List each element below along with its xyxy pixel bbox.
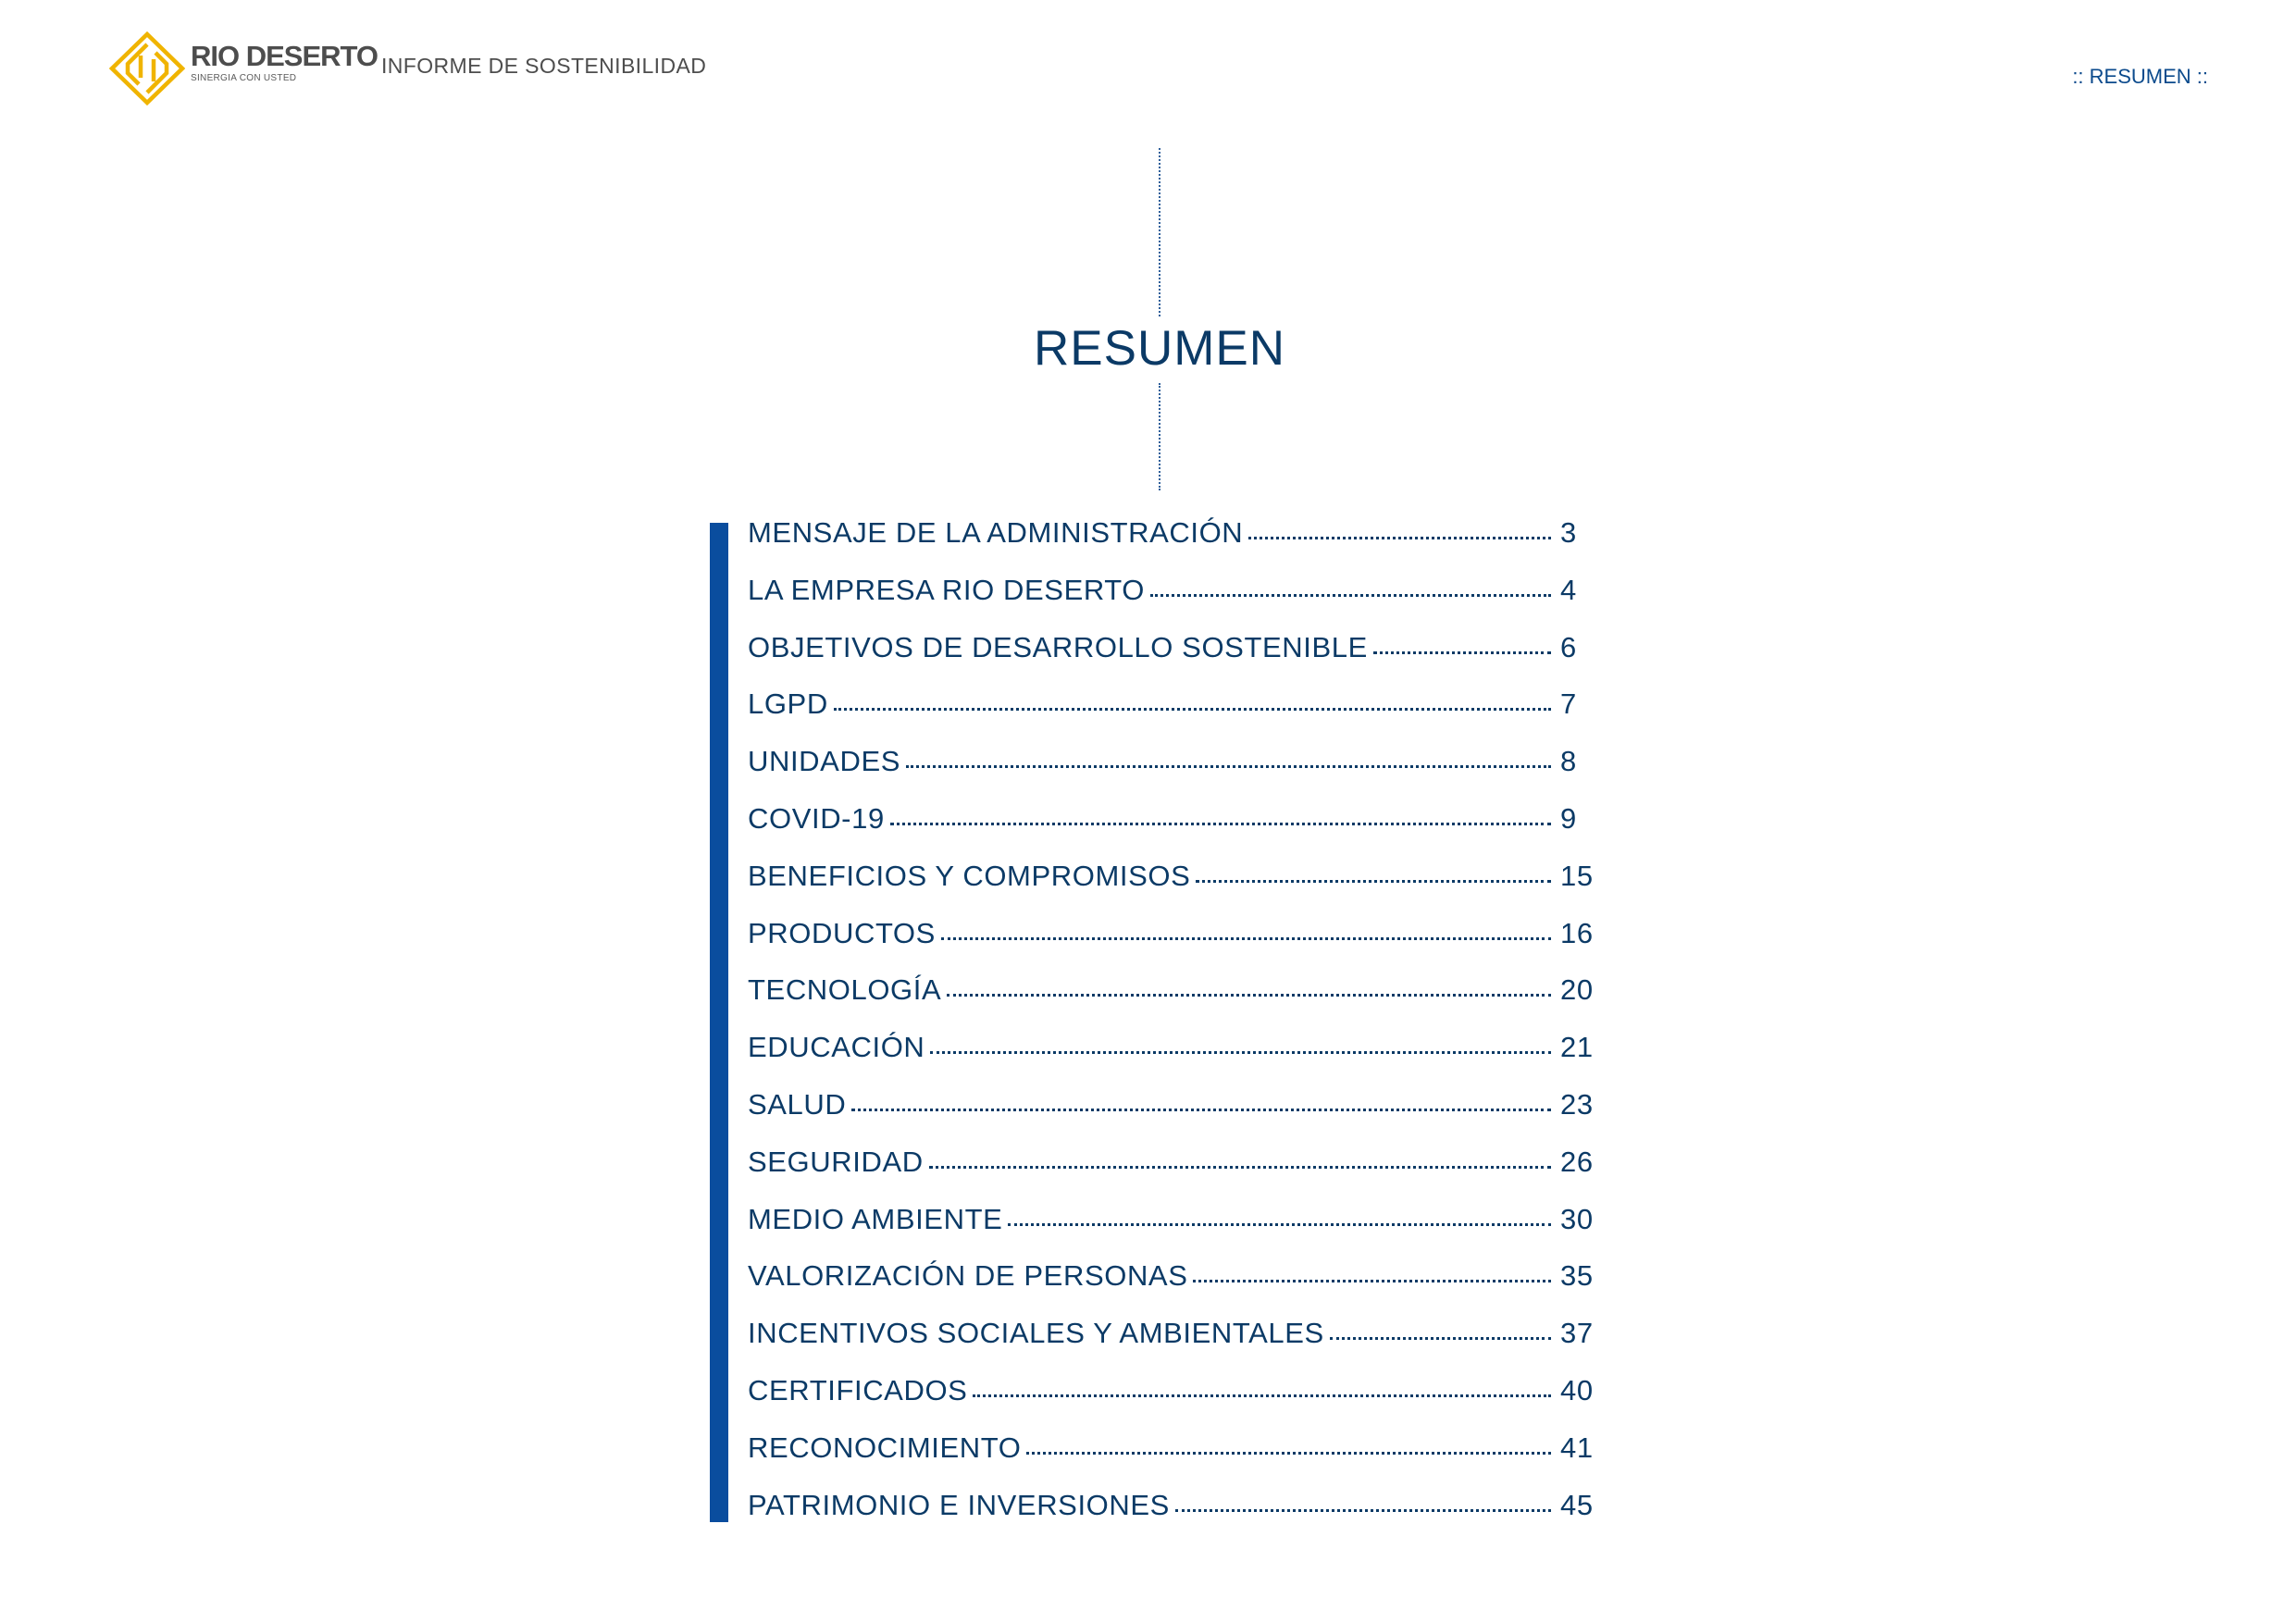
toc-item[interactable]: [748, 574, 1614, 631]
toc-dot-leader: [1150, 594, 1551, 597]
toc-item-page-number: 26: [1560, 1145, 1594, 1178]
toc-item-page-number: 37: [1560, 1317, 1594, 1350]
toc-dot-leader: [906, 765, 1551, 768]
toc-item-page-number: 4: [1560, 573, 1577, 606]
page-title: RESUMEN: [1033, 321, 1286, 376]
title-divider-top: [1159, 148, 1160, 316]
toc-item-title: EDUCACIÓN: [748, 1031, 925, 1064]
toc-item-page-number: 9: [1560, 801, 1577, 835]
toc-dot-leader: [973, 1394, 1551, 1397]
toc-dot-leader: [947, 994, 1551, 997]
toc-item-title: LA EMPRESA RIO DESERTO: [748, 573, 1145, 606]
toc-item-page-number: 23: [1560, 1087, 1594, 1121]
toc-item[interactable]: [748, 802, 1614, 860]
brand-name: RIO DESERTO: [191, 40, 379, 72]
toc-accent-bar: [710, 523, 728, 1522]
toc-item[interactable]: [748, 917, 1614, 974]
toc-item-page-number: 7: [1560, 688, 1577, 721]
toc-item[interactable]: [748, 973, 1614, 1031]
toc-item[interactable]: [748, 688, 1614, 745]
toc-item-title: PRODUCTOS: [748, 916, 936, 949]
toc-item[interactable]: [748, 860, 1614, 917]
toc-item[interactable]: [748, 631, 1614, 688]
toc-item-page-number: 40: [1560, 1373, 1594, 1406]
toc-dot-leader: [930, 1051, 1551, 1054]
toc-item[interactable]: [748, 1431, 1614, 1489]
toc-dot-leader: [1008, 1223, 1551, 1226]
toc-item-page-number: 3: [1560, 516, 1577, 549]
toc-item-page-number: 41: [1560, 1431, 1594, 1464]
toc-item-title: CERTIFICADOS: [748, 1373, 968, 1406]
title-divider-bottom: [1159, 383, 1160, 490]
toc-item-title: SEGURIDAD: [748, 1145, 924, 1178]
toc-item-page-number: 15: [1560, 859, 1594, 892]
toc-item[interactable]: [748, 1489, 1614, 1546]
toc-dot-leader: [941, 937, 1551, 940]
toc-item-page-number: 35: [1560, 1259, 1594, 1293]
toc-dot-leader: [1193, 1280, 1551, 1282]
toc-item-title: MEDIO AMBIENTE: [748, 1202, 1003, 1235]
toc-item-title: PATRIMONIO E INVERSIONES: [748, 1488, 1170, 1521]
toc-dot-leader: [1248, 537, 1551, 539]
brand: [191, 41, 378, 85]
toc-item-page-number: 30: [1560, 1202, 1594, 1235]
toc-dot-leader: [1026, 1452, 1551, 1455]
rio-deserto-logo-icon: [109, 31, 185, 105]
toc-item-title: TECNOLOGÍA: [748, 973, 942, 1007]
toc-item-title: UNIDADES: [748, 745, 900, 778]
toc-item[interactable]: [748, 1146, 1614, 1203]
toc-item-title: BENEFICIOS Y COMPROMISOS: [748, 859, 1191, 892]
toc-item[interactable]: [748, 1259, 1614, 1317]
brand-tagline: SINERGIA CON USTED: [191, 73, 297, 83]
toc-item-title: RECONOCIMIENTO: [748, 1431, 1022, 1464]
toc-dot-leader: [851, 1109, 1551, 1111]
toc-item-title: LGPD: [748, 688, 828, 721]
toc-item[interactable]: [748, 1317, 1614, 1374]
toc-item-page-number: 6: [1560, 630, 1577, 663]
toc-item[interactable]: [748, 1031, 1614, 1088]
toc-dot-leader: [1175, 1509, 1551, 1512]
toc-dot-leader: [1330, 1337, 1551, 1340]
toc-item-page-number: 45: [1560, 1488, 1594, 1521]
toc-item-title: INCENTIVOS SOCIALES Y AMBIENTALES: [748, 1317, 1324, 1350]
toc-dot-leader: [1373, 651, 1551, 654]
toc-dot-leader: [834, 708, 1551, 711]
report-title: INFORME DE SOSTENIBILIDAD: [381, 54, 707, 78]
toc-item[interactable]: [748, 516, 1614, 574]
toc-item-page-number: 16: [1560, 916, 1594, 949]
toc-item-page-number: 21: [1560, 1031, 1594, 1064]
toc-dot-leader: [1196, 880, 1551, 883]
toc-item-page-number: 20: [1560, 973, 1594, 1007]
toc-item[interactable]: [748, 1374, 1614, 1431]
toc-item[interactable]: [748, 745, 1614, 802]
section-tag: :: RESUMEN ::: [2072, 65, 2208, 88]
toc-item-title: COVID-19: [748, 801, 885, 835]
toc-dot-leader: [890, 823, 1551, 825]
toc-item-title: OBJETIVOS DE DESARROLLO SOSTENIBLE: [748, 630, 1368, 663]
toc-item-page-number: 8: [1560, 745, 1577, 778]
toc-item-title: VALORIZACIÓN DE PERSONAS: [748, 1259, 1188, 1293]
toc-item-title: SALUD: [748, 1087, 847, 1121]
toc-item-title: MENSAJE DE LA ADMINISTRACIÓN: [748, 516, 1244, 549]
table-of-contents: [748, 516, 1614, 1545]
toc-item[interactable]: [748, 1088, 1614, 1146]
toc-item[interactable]: [748, 1203, 1614, 1260]
toc-dot-leader: [929, 1166, 1551, 1169]
